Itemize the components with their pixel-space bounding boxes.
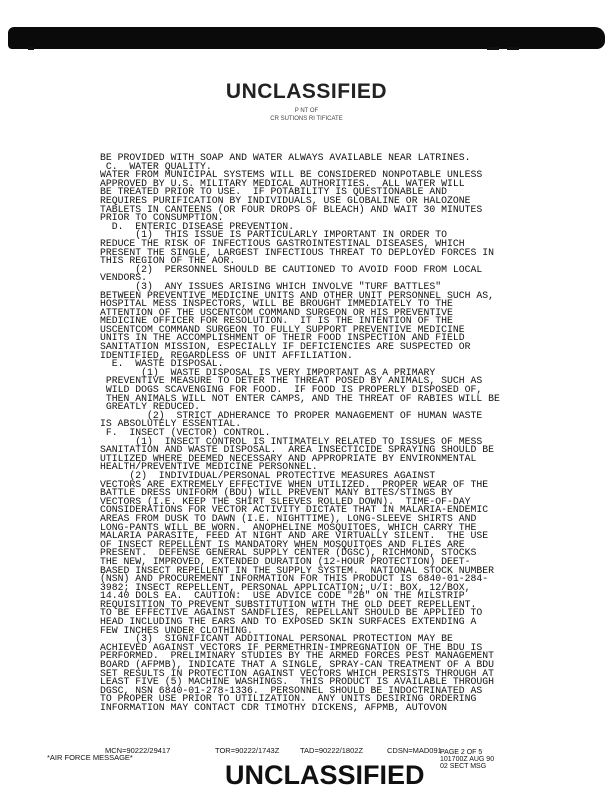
scan-mark <box>507 47 519 50</box>
body-line: CONSIDERATIONS FOR VECTOR ACTIVITY DICTATE THAT IN MALARIA-ENDEMIC <box>100 505 489 517</box>
body-line: REQUISITION TO PREVENT SUBSTITUTION WITH THE OLD DEET REPELLENT. <box>100 599 477 611</box>
body-line: VENDORS. <box>100 273 148 285</box>
body-line: IDENTIFIED, REGARDLESS OF UNIT AFFILIATION. <box>100 350 353 362</box>
body-line: (1) INSECT CONTROL IS INTIMATELY RELATED TO ISSUES OF MESS <box>100 436 483 448</box>
footer-classification: UNCLASSIFIED <box>225 760 425 790</box>
body-line: (1) WASTE DISPOSAL IS VERY IMPORTANT AS A PRIMARY <box>100 367 436 379</box>
body-line: (NSN) AND PROCUREMENT INFORMATION FOR THIS PRODUCT IS 6840-01-284- <box>100 574 489 586</box>
body-line: SANITATION AND WASTE DISPOSAL. AREA INSECTICIDE SPRAYING SHOULD BE <box>100 445 495 457</box>
body-line: BE TREATED PRIOR TO USE. IF POTABILITY IS QUESTIONABLE AND <box>100 187 447 199</box>
body-line: AREAS FROM DUSK TO DAWN (I.E. NIGHTTIME), LONG-SLEEVE SHIRTS AND <box>100 513 477 525</box>
body-line: DGSC, NSN 6840-01-278-1336. PERSONNEL SHOULD BE INDOCTRINATED AS <box>100 685 483 697</box>
body-line: PRESENT. DEFENSE GENERAL SUPPLY CENTER (DGSC), RICHMOND, STOCKS <box>100 548 477 560</box>
body-line: BE PROVIDED WITH SOAP AND WATER ALWAYS AVAILABLE NEAR LATRINES. <box>100 153 471 164</box>
body-line: REQUIRES PURIFICATION BY INDIVIDUALS, USE GLOBALINE OR HALOZONE <box>100 195 471 207</box>
body-line: PRESENT THE SINGLE, LARGEST INFECTIOUS THREAT TO DEPLOYED FORCES IN <box>100 247 495 259</box>
body-line: APPROVED BY U.S. MILITARY MEDICAL AUTHORITIES. ALL WATER WILL <box>100 178 465 190</box>
body-line: SANITATION MISSION, ESPECIALLY IF DEFICIENCIES ARE SUSPECTED OR <box>100 342 471 354</box>
date-time-group: 101700Z AUG 90 <box>440 756 495 763</box>
body-line: WILD DOGS SCAVENGING FOR FOOD. IF FOOD IS PROPERLY DISPOSED OF, <box>100 385 483 397</box>
body-line: PRIOR TO CONSUMPTION. <box>100 213 224 225</box>
cdsn: CDSN=MAD091 <box>387 746 442 755</box>
body-line: OF INSECT REPELLENT IS MANDATORY WHEN MOSQUITOES AND FLIES ARE <box>100 539 465 551</box>
body-line: USCENTCOM COMMAND SURGEON TO FULLY SUPPORT PREVENTIVE MEDICINE <box>100 324 465 336</box>
body-line: (3) SIGNIFICANT ADDITIONAL PERSONAL PROTECTION MAY BE <box>100 634 453 646</box>
header-subline-2: CR SUTIONS RI TIFICATE <box>270 116 343 122</box>
mcn: MCN=90222/29417 <box>105 746 171 755</box>
body-line: ACHIEVED AGAINST VECTORS IF PERMETHRIN-IMPREGNATION OF THE BDU IS <box>100 642 483 654</box>
body-line: HEAD INCLUDING THE EARS AND TO EXPOSED SKIN SURFACES EXTENDING A <box>100 617 477 629</box>
section: 02 SECT MSG <box>440 763 487 770</box>
message-type: *AIR FORCE MESSAGE* <box>47 753 133 762</box>
body-line: (2) INDIVIDUAL/PERSONAL PROTECTIVE MEASURES AGAINST <box>100 470 436 482</box>
body-line: HEALTH/PREVENTIVE MEDICINE PERSONNEL. <box>100 462 318 474</box>
body-line: VECTORS (I.E. KEEP THE SHIRT SLEEVES ROLLED DOWN). TIME-OF-DAY <box>100 496 471 508</box>
body-line: FEW INCHES UNDER CLOTHING. <box>100 625 253 637</box>
scan-mark <box>28 47 34 50</box>
body-line: INFORMATION MAY CONTACT CDR TIMOTHY DICKENS, AFPMB, AUTOVON <box>100 703 447 714</box>
body-line: F. INSECT (VECTOR) CONTROL. <box>100 428 271 439</box>
page-number: PAGE 2 OF 5 <box>440 749 483 756</box>
page-info <box>440 749 494 770</box>
body-line: PREVENTIVE MEASURE TO DETER THE THREAT POSED BY ANIMALS, SUCH AS <box>100 376 483 388</box>
body-line: GREATLY REDUCED. <box>100 402 200 414</box>
scan-mark <box>487 47 499 50</box>
body-line: (1) THIS ISSUE IS PARTICULARLY IMPORTANT IN ORDER TO <box>100 230 447 242</box>
header-subline-1: P NT OF <box>294 108 319 114</box>
message-body <box>100 155 500 714</box>
body-line: MALARIA PARASITE, FEED AT NIGHT AND ARE VIRTUALLY SILENT. THE USE <box>100 531 489 543</box>
body-line: BOARD (AFPMB), INDICATE THAT A SINGLE, SPRAY-CAN TREATMENT OF A BDU <box>100 660 495 672</box>
body-line: HOSPITAL MESS INSPECTORS, WILL BE BROUGHT IMMEDIATELY TO THE <box>100 299 453 311</box>
body-line: THIS REGION OF THE AOR. <box>100 256 236 268</box>
body-line: THE NEW, IMPROVED, EXTENDED DURATION (12-HOUR PROTECTION) DEET- <box>100 556 471 568</box>
body-line: PERFORMED. PRELIMINARY STUDIES BY THE ARMED FORCES PEST MANAGEMENT <box>100 651 495 663</box>
body-line: UTILIZED WHERE DEEMED NECESSARY AND APPROPRIATE BY ENVIRONMENTAL <box>100 453 477 465</box>
body-line: VECTORS ARE EXTREMELY EFFECTIVE WHEN UTILIZED. PROPER WEAR OF THE <box>100 479 489 491</box>
redaction-bar <box>8 27 605 49</box>
header-classification: UNCLASSIFIED <box>225 80 388 103</box>
body-line: IS ABSOLUTELY ESSENTIAL. <box>100 419 242 431</box>
body-line: (2) PERSONNEL SHOULD BE CAUTIONED TO AVOID FOOD FROM LOCAL <box>100 264 483 276</box>
body-line: LEAST FIVE (5) MACHINE WASHINGS. THIS PRODUCT IS AVAILABLE THROUGH <box>100 677 495 689</box>
body-line: TABLETS IN CANTEENS (OR FOUR DROPS OF BLEACH) AND WAIT 30 MINUTES <box>100 204 483 216</box>
tad: TAD=90222/1802Z <box>300 746 364 755</box>
body-line: THEN ANIMALS WILL NOT ENTER CAMPS, AND THE THREAT OF RABIES WILL BE <box>100 393 500 405</box>
body-line: BETWEEN PREVENTIVE MEDICINE UNITS AND OTHER UNIT PERSONNEL SUCH AS, <box>100 290 495 302</box>
body-line: D. ENTERIC DISEASE PREVENTION. <box>100 221 295 233</box>
body-line: (2) STRICT ADHERANCE TO PROPER MANAGEMENT OF HUMAN WASTE <box>100 410 483 422</box>
body-line: TO PROPER USE PRIOR TO UTILIZATION. ANY UNITS DESIRING ORDERING <box>100 694 477 706</box>
body-line: C. WATER QUALITY. <box>100 161 212 173</box>
body-line: LONG-PANTS WILL BE WORN. ANOPHELINE MOSQUITOES, WHICH CARRY THE <box>100 522 477 534</box>
body-line: 3982; INSECT REPELLENT, PERSONAL APPLICATION; U/I: BOX, 12/BOX, <box>100 582 471 594</box>
body-line: TO BE EFFECTIVE AGAINST SANDFLIES, REPELLANT SHOULD BE APPLIED TO <box>100 608 483 620</box>
body-line: MEDICINE OFFICER FOR RESOLUTION. IT IS THE INTENTION OF THE <box>100 316 453 328</box>
body-line: SET RESULTS IN PROTECTION AGAINST VECTORS WHICH PERSISTS THROUGH AT <box>100 668 495 680</box>
body-line: ATTENTION OF THE USCENTCOM COMMAND SURGEON OR HIS PREVENTIVE <box>100 307 453 319</box>
body-line: REDUCE THE RISK OF INFECTIOUS GASTROINTESTINAL DISEASES, WHICH <box>100 238 465 250</box>
body-line: (3) ANY ISSUES ARISING WHICH INVOLVE "TURF BATTLES" <box>100 281 442 293</box>
body-line: WATER FROM MUNICIPAL SYSTEMS WILL BE CONSIDERED NONPOTABLE UNLESS <box>100 170 483 182</box>
body-line: 14.40 DOLS EA. CAUTION: USE ADVICE CODE "2B" ON THE MILSTRIP <box>100 591 465 603</box>
body-line: BASED INSECT REPELLENT IN THE SUPPLY SYSTEM. NATIONAL STOCK NUMBER <box>100 565 495 577</box>
tor: TOR=90222/1743Z <box>215 746 280 755</box>
body-line: UNITS IN THE ACCOMPLISHMENT OF THEIR FOOD INSPECTION AND FIELD <box>100 333 465 345</box>
body-line: E. WASTE DISPOSAL. <box>100 359 224 371</box>
body-line: BATTLE DRESS UNIFORM (BDU) WILL PREVENT MANY BITES/STINGS BY <box>100 488 453 500</box>
